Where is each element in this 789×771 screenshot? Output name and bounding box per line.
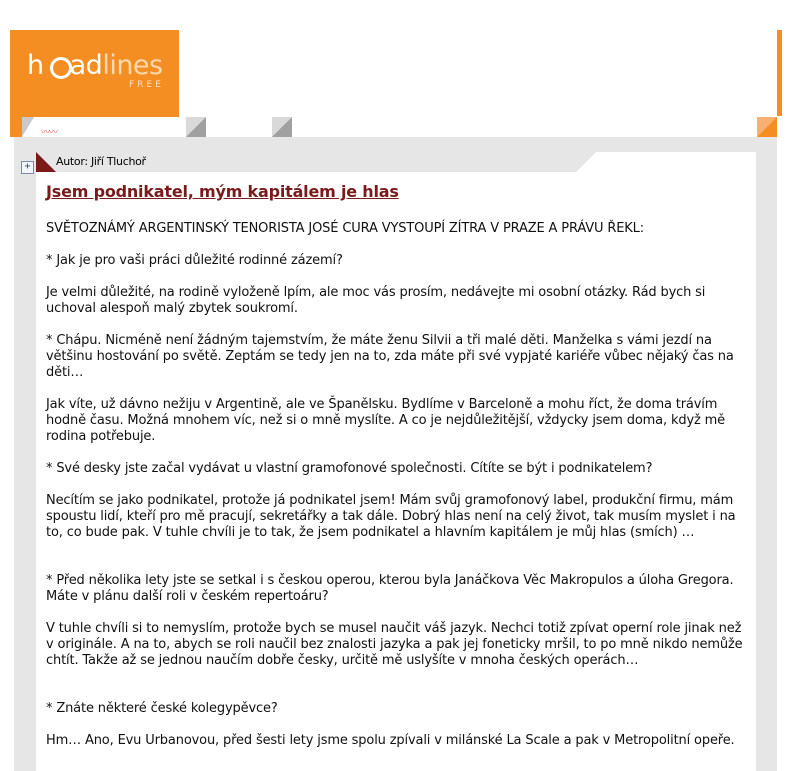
article-question: * Jak je pro vaši práci důležité rodinné zázemí?	[46, 253, 343, 268]
tab-strip-blank	[292, 117, 757, 137]
article-question: * Chápu. Nicméně není žádným tajemstvím, že máte ženu Silvii a tři malé děti. Manželka s vámi jezdí na většinu hostování po světě. Zeptám se tedy jen na to, zda máte při své vypjaté kariéře vůbec nějaký čas na děti…	[46, 333, 734, 380]
logo-ring-icon	[50, 57, 72, 79]
article-paragraph: Necítím se jako podnikatel, protože já podnikatel jsem! Mám svůj gramofonový label, produkční firmu, mám spoustu lidí, kteří pro mě pracují, sekretářky a tak dále. Dobrý hlas není na celý život, tak musím myslet i na to, co bude pak. V tuhle chvíli je to tak, že jsem podnikatel a hlavním kapitálem je můj hlas (smích) …	[46, 493, 736, 540]
article-paragraph: V tuhle chvíli si to nemyslím, protože bych se musel naučit váš jazyk. Nechci totiž zpívat operní role jinak než v originále. A na to, abych se roli naučil bez znalosti jazyka a pak jej foneticky mršil, to po mně nikdo nemůže chtít. Takže až se jednou naučím dobře česky, určitě mě uslyšíte v mnoha českých operách…	[46, 621, 743, 668]
banner-strip-right	[777, 30, 782, 116]
article-paragraph: SVĚTOZNÁMÝ ARGENTINSKÝ TENORISTA JOSÉ CURA VYSTOUPÍ ZÍTRA V PRAZE A PRÁVU ŘEKL:	[46, 221, 644, 236]
expand-icon[interactable]: +	[21, 161, 34, 174]
banner-strip-left	[10, 117, 22, 137]
article-question: * Před několika lety jste se setkal i s českou operou, kterou byla Janáčkova Věc Makropulos a úloha Gregora. Máte v plánu další roli v českém repertoáru?	[46, 573, 734, 604]
article-question: * Znáte některé české kolegypěvce?	[46, 701, 278, 716]
article-title[interactable]	[46, 182, 399, 201]
article-header-strip	[576, 152, 756, 172]
article-corner-marker	[36, 152, 56, 172]
logo-free: FREE	[129, 80, 164, 90]
article-question: * Své desky jste začal vydávat u vlastní gramofonové společnosti. Cítíte se být i podnikatelem?	[46, 461, 653, 476]
tab-spellcheck-mark: 〰〰	[41, 128, 58, 138]
article-paragraph: Jak víte, už dávno nežiju v Argentině, ale ve Španělsku. Bydlíme v Barceloně a mohu říct, že doma trávím hodně času. Možná mnohem víc, než si o mně myslíte. A co je nejdůležitější, vždycky jsem doma, když mě rodina potřebuje.	[46, 397, 726, 444]
article-paragraph: Je velmi důležité, na rodině vyloženě lpím, ale moc vás prosím, nedávejte mi osobní otázky. Rád bych si uchoval alespoň malý zbytek soukromí.	[46, 285, 706, 316]
article-title-text: Jsem podnikatel, mým kapitálem je hlas	[46, 182, 399, 201]
article-author: Autor: Jiří Tluchoř	[56, 155, 146, 168]
article-paragraph: Hm… Ano, Evu Urbanovou, před šesti lety jsme spolu zpívali v milánské La Scale a pak v Metropolitní opeře.	[46, 733, 735, 748]
logo-wordmark: h adlines	[27, 50, 163, 81]
